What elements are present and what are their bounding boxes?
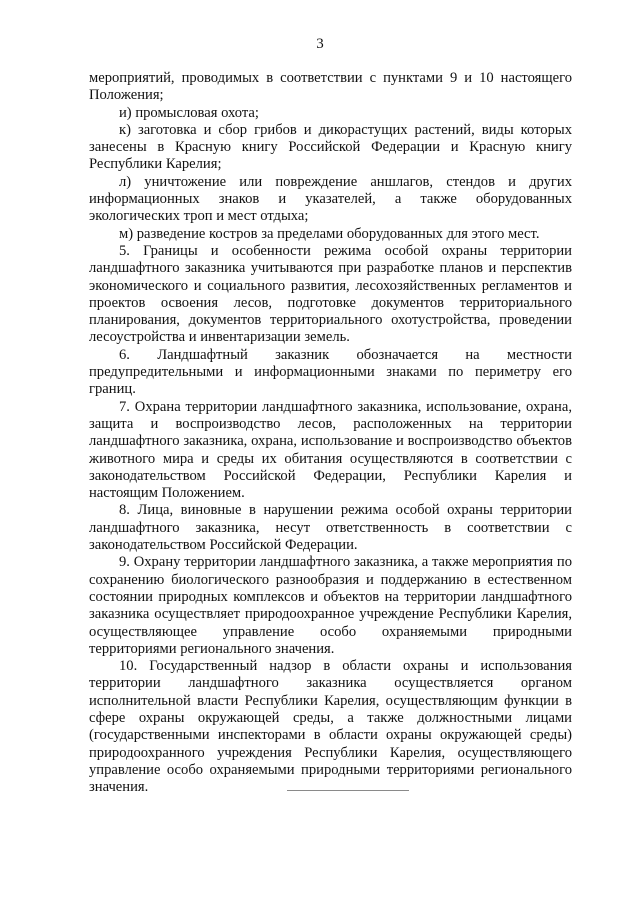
document-body [89,70,572,796]
list-item-l: л) уничтожение или повреждение аншлагов, стендов и других информационных знаков и указателей, а также оборудованных экологических троп и мест отдыха; [89,173,572,225]
paragraph-7: 7. Охрана территории ландшафтного заказника, использование, охрана, защита и воспроизводство лесов, расположенных на территории ландшафтного заказника, охрана, использование и воспроизводство объектов животного мира и среды их обитания осуществляются в соответствии с законодательством Российской Федерации, Республики Карелия и настоящим Положением. [89,398,572,502]
end-divider [287,790,409,791]
page-number: 3 [316,36,324,52]
paragraph-continuation: мероприятий, проводимых в соответствии с пунктами 9 и 10 настоящего Положения; [89,70,572,104]
paragraph-10: 10. Государственный надзор в области охраны и использования территории ландшафтного заказника осуществляется органом исполнительной власти Республики Карелия, осуществляющим функции в сфере охраны окружающей среды, а также должностными лицами (государственными инспекторами в области охраны окружающей среды) природоохранного учреждения Республики Карелия, осуществляющего управление особо охраняемыми природными территориями регионального значения. [89,658,572,796]
paragraph-6: 6. Ландшафтный заказник обозначается на местности предупредительными и информационными знаками по периметру его границ. [89,346,572,398]
list-item-i: и) промысловая охота; [119,104,259,121]
list-item-k: к) заготовка и сбор грибов и дикорастущих растений, виды которых занесены в Красную книгу Российской Федерации и Красную книгу Республики Карелия; [89,121,572,173]
paragraph-9: 9. Охрану территории ландшафтного заказника, а также мероприятия по сохранению биологического разнообразия и поддержанию в естественном состоянии природных комплексов и объектов на территории ландшафтного заказника осуществляет природоохранное учреждение Республики Карелия, осуществляющее управление особо охраняемыми природными территориями регионального значения. [89,554,572,657]
paragraph-8: 8. Лица, виновные в нарушении режима особой охраны территории ландшафтного заказника, несут ответственность в соответствии с законодательством Российской Федерации. [89,502,572,554]
paragraph-5: 5. Границы и особенности режима особой охраны территории ландшафтного заказника учитываются при разработке планов и перспектив экономического и социального развития, лесохозяйственных регламентов и проектов освоения лесов, подготовке документов территориального планирования, документов территориального охотустройства, проведении лесоустройства и инвентаризации земель. [89,242,572,346]
list-item-m: м) разведение костров за пределами оборудованных для этого мест. [119,225,540,242]
